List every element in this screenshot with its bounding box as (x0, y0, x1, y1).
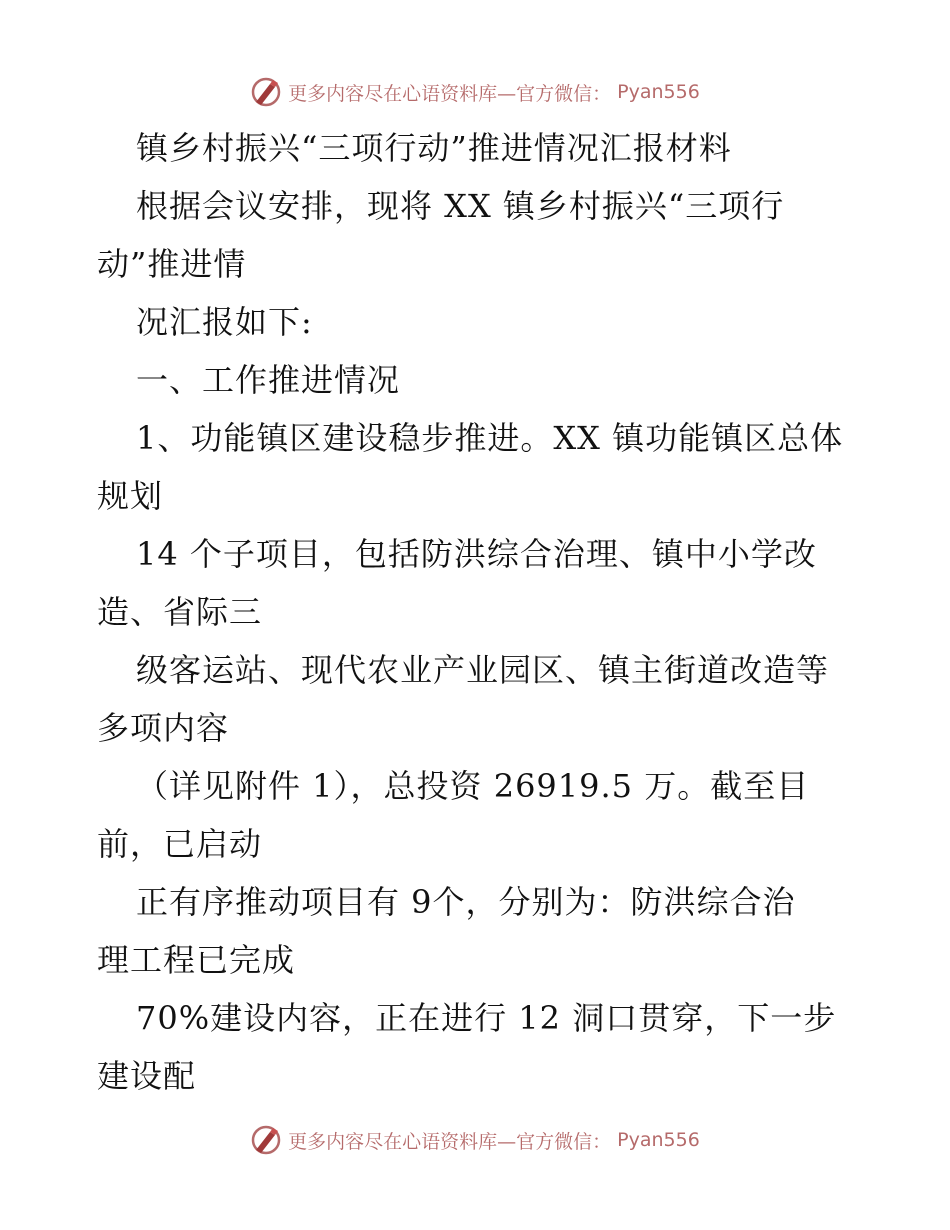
watermark-wechat-id: Pyan556 (617, 1129, 700, 1151)
paragraph-line: 根据会议安排，现将 XX 镇乡村振兴“三项行 (136, 187, 785, 225)
paragraph-line: 70%建设内容，正在进行 12 洞口贯穿，下一步 (136, 999, 837, 1037)
footer-watermark (0, 1120, 950, 1160)
paragraph-line: 规划 (97, 477, 164, 515)
pen-circle-logo-icon (250, 76, 282, 108)
watermark-text: 更多内容尽在心语资料库—官方微信： (288, 1130, 612, 1153)
paragraph-line: 1、功能镇区建设稳步推进。XX 镇功能镇区总体 (136, 419, 844, 457)
section-heading: 一、工作推进情况 (136, 361, 401, 399)
paragraph-line: （详见附件 1），总投资 26919.5 万。截至目 (136, 767, 810, 805)
document-title: 镇乡村振兴“三项行动”推进情况汇报材料 (136, 129, 732, 167)
paragraph-line: 理工程已完成 (97, 941, 296, 979)
paragraph-line: 造、省际三 (97, 593, 263, 631)
paragraph-line: 14 个子项目，包括防洪综合治理、镇中小学改 (136, 535, 817, 573)
paragraph-line: 动”推进情 (97, 245, 247, 283)
paragraph-line: 正有序推动项目有 9个，分别为：防洪综合治 (136, 883, 796, 921)
header-watermark (0, 72, 950, 112)
pen-circle-logo-icon (250, 1124, 282, 1156)
paragraph-line: 建设配 (97, 1057, 197, 1095)
paragraph-line: 前，已启动 (97, 825, 263, 863)
paragraph-line: 级客运站、现代农业产业园区、镇主街道改造等 (136, 651, 830, 689)
paragraph-line: 况汇报如下: (136, 303, 313, 341)
watermark-wechat-id: Pyan556 (617, 81, 700, 103)
paragraph-line: 多项内容 (97, 709, 230, 747)
watermark-text: 更多内容尽在心语资料库—官方微信： (288, 82, 612, 105)
